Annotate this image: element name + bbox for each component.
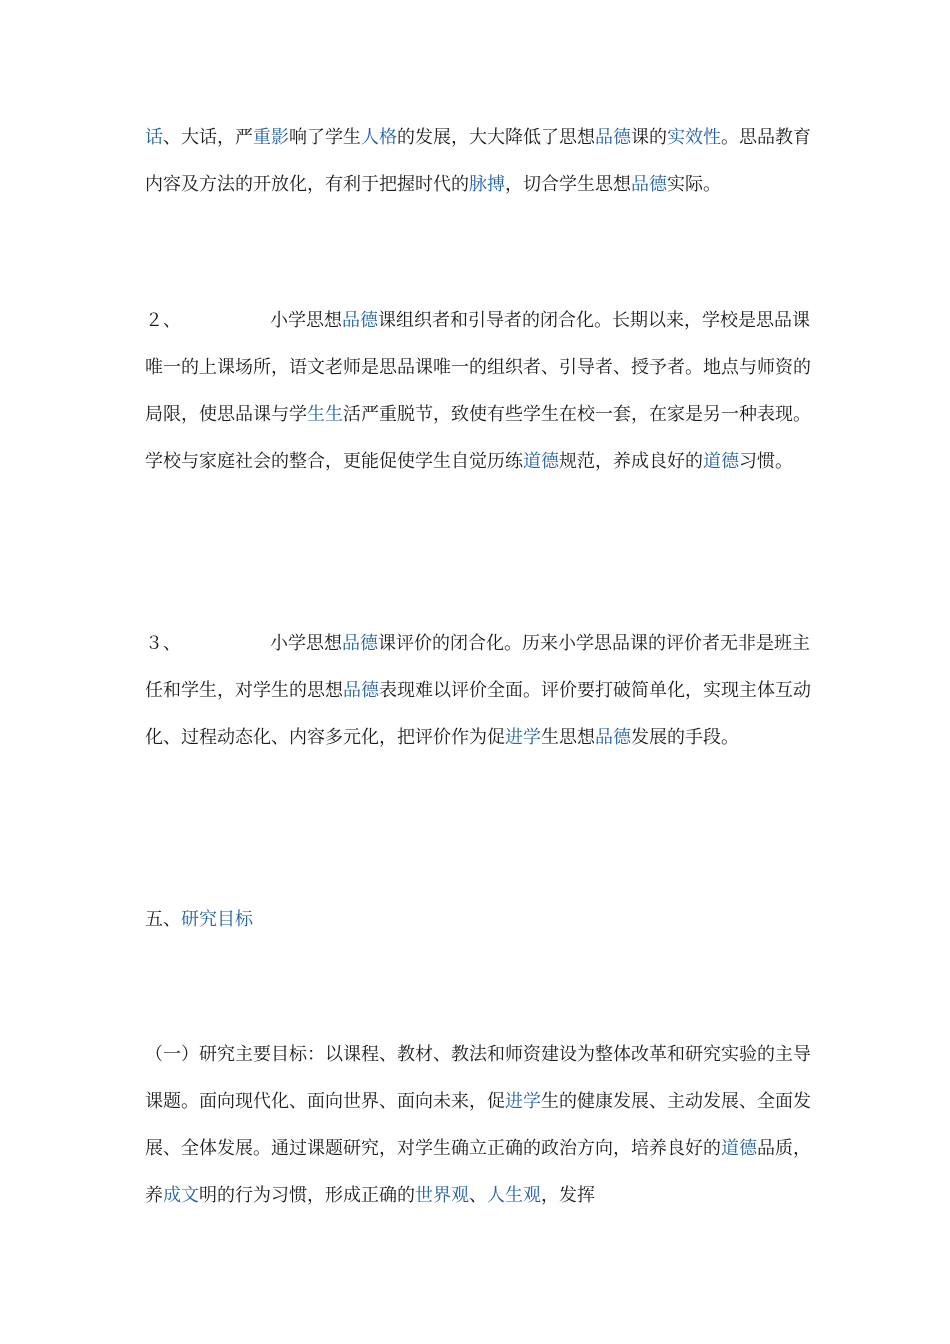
text-run: 。思品教育内容及方法的开放化，有利于把握时代的 [145,127,811,195]
text-run: 的发展，大大降低了思想 [397,127,595,148]
text-run: 规范，养成良好的 [559,451,703,472]
text-run: 响了学生 [289,127,361,148]
text-run: 活严重脱节，致使有些学生在校一套，在家是另一种表现。学校与家庭社会的整合，更能促使学生自觉历练 [145,404,811,472]
text-run: 、大话，严 [163,127,253,148]
keyword-link[interactable]: 实效性 [667,127,721,148]
section-heading-5 [145,896,815,943]
text-run: 生的健康发展、主动发展、全面发展、全体发展。通过课题研究，对学生确立正确的政治方向，培养良好的 [145,1091,811,1159]
text-run: 课的 [631,127,667,148]
text-run: 发展的手段。 [631,727,739,748]
keyword-link[interactable]: 品德 [595,727,631,748]
paragraph-1 [145,114,815,208]
text-run: 生思想 [541,727,595,748]
keyword-link[interactable]: 研究目标 [181,909,253,930]
keyword-link[interactable]: 品德 [342,633,378,654]
text-run: 、 [469,1185,487,1206]
text-run: ，切合学生思想 [505,174,631,195]
text-run: （一）研究主要目标：以课程、教材、教法和师资建设为整体改革和研究实验的主导课题。面向现代化、面向世界、面向未来，促 [145,1044,811,1112]
keyword-link[interactable]: 脉搏 [469,174,505,195]
text-run: 五、 [145,909,181,930]
text-run: 小学思想 [270,310,342,331]
keyword-link[interactable]: 进学 [505,1091,541,1112]
keyword-link[interactable]: 话 [145,127,163,148]
paragraph-number: ２、 [145,310,181,331]
text-run: 表现难以评价全面。评价要打破简单化，实现主体互动化、过程动态化、内容多元化，把评价作为促 [145,680,811,748]
keyword-link[interactable]: 生生 [307,404,343,425]
keyword-link[interactable]: 人格 [361,127,397,148]
keyword-link[interactable]: 进学 [505,727,541,748]
text-run: 明的行为习惯，形成正确的 [199,1185,415,1206]
keyword-link[interactable]: 世界观 [415,1185,469,1206]
keyword-link[interactable]: 品德 [595,127,631,148]
keyword-link[interactable]: 道德 [721,1138,757,1159]
paragraph-3 [145,620,815,761]
keyword-link[interactable]: 成文 [163,1185,199,1206]
keyword-link[interactable]: 重影 [253,127,289,148]
paragraph-4 [145,1031,815,1219]
text-run: 品质，养 [145,1138,811,1206]
text-run: ，发挥 [541,1185,595,1206]
text-run: 习惯。 [739,451,793,472]
keyword-link[interactable]: 品德 [631,174,667,195]
text-run: 实际。 [667,174,721,195]
keyword-link[interactable]: 道德 [703,451,739,472]
paragraph-number: ３、 [145,633,181,654]
keyword-link[interactable]: 品德 [342,310,378,331]
keyword-link[interactable]: 人生观 [487,1185,541,1206]
text-run: 课组织者和引导者的闭合化。长期以来，学校是思品课唯一的上课场所，语文老师是思品课唯一的组织者、引导者、授予者。地点与师资的局限，使思品课与学 [145,310,811,425]
text-run: 小学思想 [270,633,342,654]
paragraph-2 [145,297,815,485]
text-run: 课评价的闭合化。历来小学思品课的评价者无非是班主任和学生，对学生的思想 [145,633,810,701]
keyword-link[interactable]: 品德 [343,680,379,701]
keyword-link[interactable]: 道德 [523,451,559,472]
